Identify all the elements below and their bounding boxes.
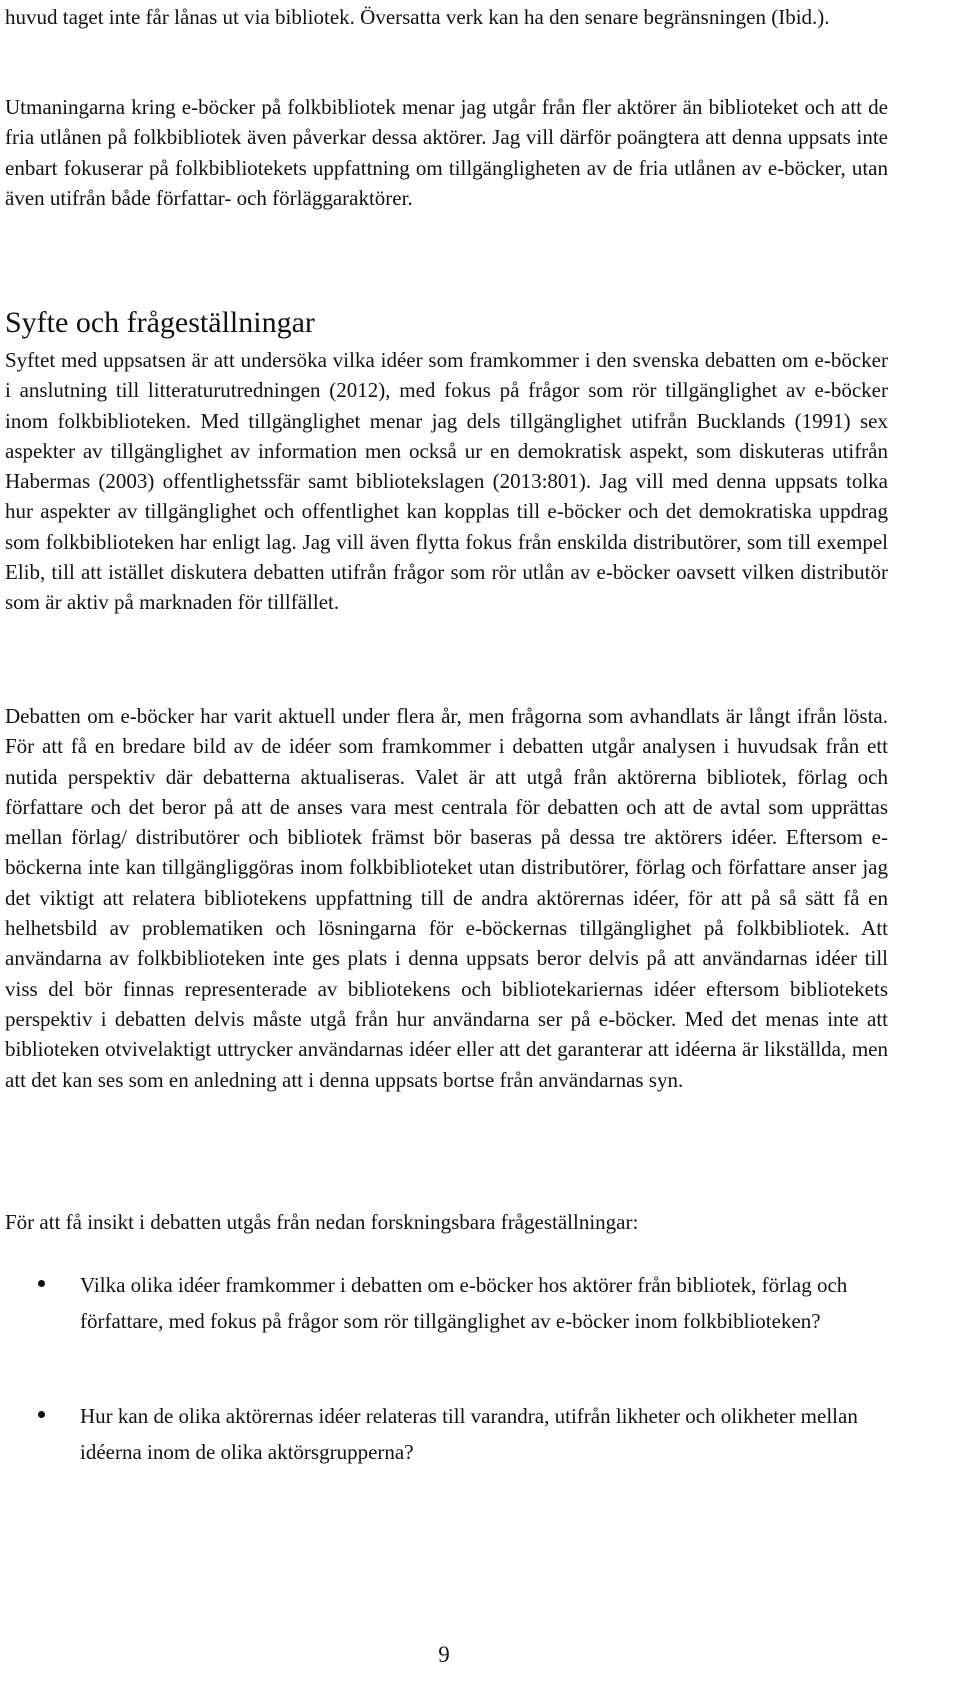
section-heading: Syfte och frågeställningar — [5, 306, 315, 339]
bullet-icon — [38, 1411, 45, 1418]
paragraph-challenges: Utmaningarna kring e-böcker på folkbibliotek menar jag utgår från fler aktörer än biblioteket och att de fria utlånen på folkbibliotek även påverkar dessa aktörer. Jag vill därför poängtera att denna uppsats inte enbart fokuserar på folkbibliotekets uppfattning om tillgängligheten av de fria utlånen av e-böcker, utan även utifrån både författar- och förläggaraktörer. — [5, 95, 888, 210]
paragraph-purpose: Syftet med uppsatsen är att undersöka vilka idéer som framkommer i den svenska debatten om e-böcker i anslutning till litteraturutredningen (2012), med fokus på frågor som rör tillgänglighet av e-böcker inom folkbiblioteken. Med tillgänglighet menar jag dels tillgänglighet utifrån Bucklands (1991) sex aspekter av tillgänglighet av information men också ur en demokratisk aspekt, som diskuteras utifrån Habermas (2003) offentlighetssfär samt bibliotekslagen (2013:801). Jag vill med denna uppsats tolka hur aspekter av tillgänglighet och offentlighet kan kopplas till e-böcker och det demokratiska uppdrag som folkbiblioteken har enligt lag. Jag vill även flytta fokus från enskilda distributörer, som till exempel Elib, till att istället diskutera debatten utifrån frågor som rör utlån av e-böcker oavsett vilken distributör som är aktiv på marknaden för tillfället. — [5, 348, 888, 615]
paragraph-questions-intro: För att få insikt i debatten utgås från nedan forskningsbara frågeställningar: — [5, 1210, 639, 1234]
paragraph-continuation: huvud taget inte får lånas ut via bibliotek. Översatta verk kan ha den senare begränsningen (Ibid.). — [5, 5, 830, 29]
question-text: Hur kan de olika aktörernas idéer relateras till varandra, utifrån likheter och olikheter mellan idéerna inom de olika aktörsgrupperna? — [80, 1404, 858, 1464]
bullet-icon — [38, 1280, 45, 1287]
page-number: 9 — [438, 1642, 450, 1667]
paragraph-debate: Debatten om e-böcker har varit aktuell under flera år, men frågorna som avhandlats är långt ifrån lösta. För att få en bredare bild av de idéer som framkommer i debatten utgår analysen i huvudsak från ett nutida perspektiv där debatterna aktualiseras. Valet är att utgå från aktörerna bibliotek, förlag och författare och det beror på att de anses vara mest centrala för debatten och att de avtal som upprättas mellan förlag/ distributörer och bibliotek främst bör baseras på dessa tre aktörers idéer. Eftersom e-böckerna inte kan tillgängliggöras inom folkbiblioteket utan distributörer, förlag och författare anser jag det viktigt att relatera bibliotekens uppfattning till de andra aktörernas idéer, för att på så sätt få en helhetsbild av problematiken och lösningarna för e-böckernas tillgänglighet på folkbibliotek. Att användarna av folkbiblioteken inte ges plats i denna uppsats beror delvis på att användarnas idéer till viss del bör finnas representerade av bibliotekens och bibliotekariernas idéer eftersom bibliotekets perspektiv i debatten delvis måste utgå från hur användarna ser på e-böcker. Med det menas inte att biblioteken otvivelaktigt uttrycker användarnas idéer eller att det garanterar att idéerna är likställda, men att det kan ses som en anledning att i denna uppsats bortse från användarnas syn. — [5, 704, 888, 1092]
question-text: Vilka olika idéer framkommer i debatten om e-böcker hos aktörer från bibliotek, förlag och författare, med fokus på frågor som rör tillgänglighet av e-böcker inom folkbiblioteken? — [80, 1273, 848, 1333]
